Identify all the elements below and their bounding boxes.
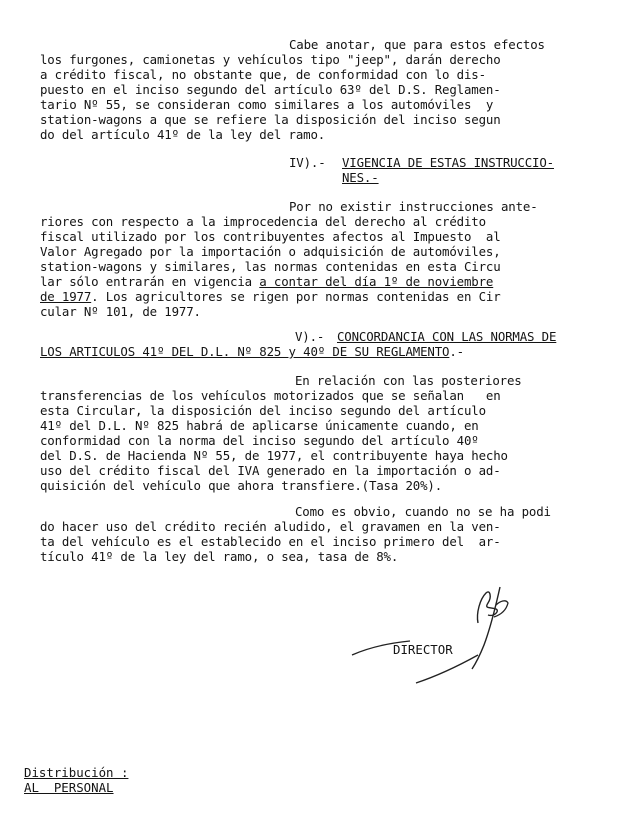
paragraph-last-line-2: do hacer uso del crédito recién aludido, el gravamen en la ven- [40,519,501,534]
distribution-label: Distribución : [24,765,129,780]
section-v-line-2: transferencias de los vehículos motorizados que se señalan en [40,388,501,403]
section-iv-line-6-text: lar sólo entrarán en vigencia [40,274,260,289]
handwritten-signature [350,585,530,695]
section-iv-title-line-1: VIGENCIA DE ESTAS INSTRUCCIO- [342,155,554,170]
paragraph-1-line-2: los furgones, camionetas y vehículos tipo "jeep", darán derecho [40,52,501,67]
section-iv-line-2: riores con respecto a la improcedencia del derecho al crédito [40,214,486,229]
paragraph-1-line-6: station-wagons a que se refiere la disposición del inciso segun [40,112,501,127]
section-iv-effective-year: de 1977 [40,289,92,304]
section-iv-line-5: station-wagons y similares, las normas contenidas en esta Circu [40,259,501,274]
paragraph-1-line-5: tario Nº 55, se consideran como similares a los automóviles y [40,97,494,112]
section-v-line-6: del D.S. de Hacienda Nº 55, de 1977, el contribuyente haya hecho [40,448,508,463]
section-iv-line-4: Valor Agregado por la importación o adquisición de automóviles, [40,244,501,259]
paragraph-last-line-4: tículo 41º de la ley del ramo, o sea, tasa de 8%. [40,549,399,564]
section-v-line-8: quisición del vehículo que ahora transfiere.(Tasa 20%). [40,478,443,493]
section-v-line-7: uso del crédito fiscal del IVA generado en la importación o ad- [40,463,501,478]
distribution-block [24,765,128,795]
signature-title: DIRECTOR [393,642,453,657]
section-v-line-1: En relación con las posteriores [295,373,522,388]
section-v-title-line-2: LOS ARTICULOS 41º DEL D.L. Nº 825 y 40º DE SU REGLAMENTO [40,344,450,359]
paragraph-1-line-3: a crédito fiscal, no obstante que, de conformidad con lo dis- [40,67,486,82]
distribution-recipient: AL PERSONAL [24,780,114,795]
paragraph-1-line-4: puesto en el inciso segundo del artículo 63º del D.S. Reglamen- [40,82,501,97]
section-v-line-4: 41º del D.L. Nº 825 habrá de aplicarse únicamente cuando, en [40,418,479,433]
paragraph-last-line-3: ta del vehículo es el establecido en el inciso primero del ar- [40,534,501,549]
section-iv-line-7 [40,289,610,304]
section-v-number: V).- [295,329,325,344]
section-iv-title-line-2: NES.- [342,170,379,185]
section-iv-line-1: Por no existir instrucciones ante- [289,199,538,214]
section-v-title-suffix: .- [449,344,464,359]
paragraph-1-line-1: Cabe anotar, que para estos efectos [289,37,545,52]
section-v-title-line-1: CONCORDANCIA CON LAS NORMAS DE [337,329,557,344]
section-iv-effective-date: a contar del día 1º de noviembre [259,274,494,289]
section-v-line-3: esta Circular, la disposición del inciso segundo del artículo [40,403,486,418]
section-v-line-5: conformidad con la norma del inciso segundo del artículo 40º [40,433,479,448]
paragraph-1-line-7: do del artículo 41º de la ley del ramo. [40,127,326,142]
section-iv-line-3: fiscal utilizado por los contribuyentes afectos al Impuesto al [40,229,501,244]
paragraph-last-line-1: Como es obvio, cuando no se ha podi [295,504,551,519]
section-iv-number: IV).- [289,155,326,170]
section-iv-line-8: cular Nº 101, de 1977. [40,304,201,319]
section-iv-line-6 [40,274,610,289]
section-v-title-line-2-wrap [40,344,464,359]
section-iv-line-7-text: . Los agricultores se rigen por normas contenidas en Cir [91,289,501,304]
